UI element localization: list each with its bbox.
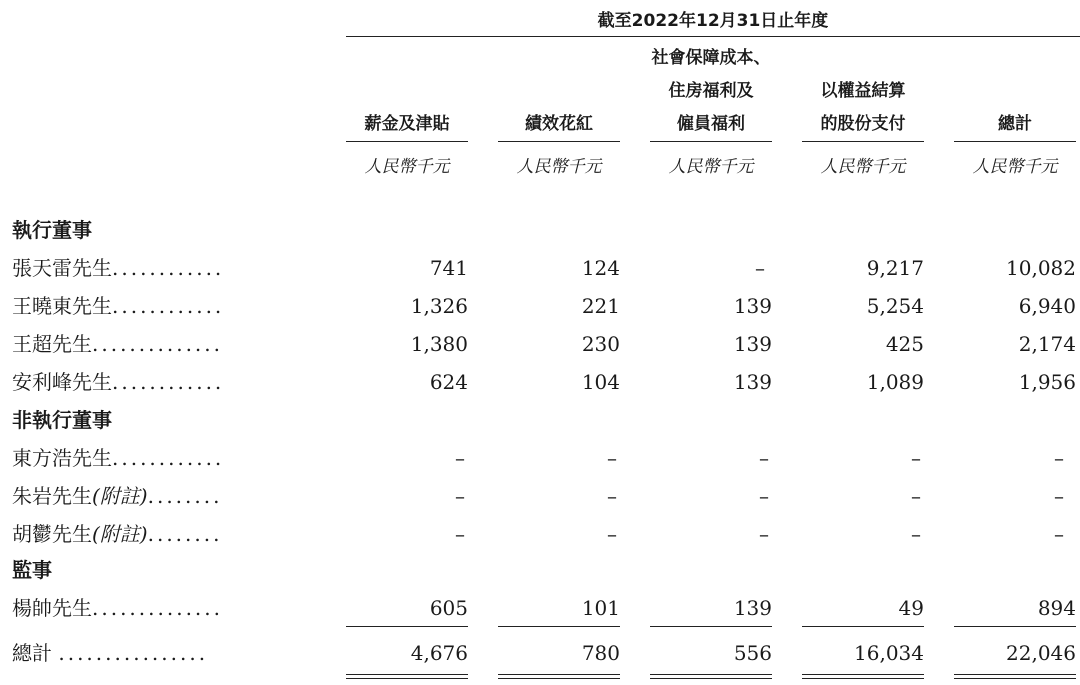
col-rule-4 bbox=[802, 141, 924, 142]
cell-value: – bbox=[607, 446, 617, 470]
cell-value: 1,326 bbox=[410, 294, 468, 318]
cell-value: – bbox=[911, 484, 921, 508]
cell-value: – bbox=[455, 484, 465, 508]
row-label: 朱岩先生(附註)........ bbox=[12, 484, 223, 508]
total-value: 4,676 bbox=[410, 641, 468, 665]
cell-value: 9,217 bbox=[866, 256, 924, 280]
unit-label: 人民幣千元 bbox=[972, 157, 1058, 177]
double-underline bbox=[802, 674, 924, 679]
period-rule bbox=[346, 36, 1080, 37]
cell-value: 425 bbox=[885, 332, 924, 356]
total-rule bbox=[498, 626, 620, 627]
cell-value: 605 bbox=[429, 596, 468, 620]
col-header-bonus: 績效花紅 bbox=[525, 114, 593, 134]
total-value: 16,034 bbox=[854, 641, 924, 665]
unit-label: 人民幣千元 bbox=[668, 157, 754, 177]
cell-value: 6,940 bbox=[1018, 294, 1076, 318]
cell-value: 5,254 bbox=[866, 294, 924, 318]
total-label: 總計 ................ bbox=[12, 641, 209, 665]
unit-label: 人民幣千元 bbox=[364, 157, 450, 177]
total-value: 780 bbox=[581, 641, 620, 665]
cell-value: 101 bbox=[581, 596, 620, 620]
col-header-salary: 薪金及津貼 bbox=[364, 114, 450, 134]
cell-value: – bbox=[911, 446, 921, 470]
cell-value: 1,089 bbox=[866, 370, 924, 394]
double-underline bbox=[650, 674, 772, 679]
cell-value: 139 bbox=[733, 294, 772, 318]
unit-label: 人民幣千元 bbox=[820, 157, 906, 177]
cell-value: – bbox=[759, 522, 769, 546]
col-rule-5 bbox=[954, 141, 1076, 142]
cell-value: – bbox=[911, 522, 921, 546]
cell-value: 49 bbox=[898, 596, 924, 620]
cell-value: 2,174 bbox=[1018, 332, 1076, 356]
cell-value: – bbox=[455, 522, 465, 546]
col-header-social-security: 社會保障成本、 住房福利及 僱員福利 bbox=[651, 48, 771, 134]
row-label: 安利峰先生............ bbox=[12, 370, 225, 394]
row-label: 東方浩先生............ bbox=[12, 446, 225, 470]
total-rule bbox=[954, 626, 1076, 627]
col-header-total: 總計 bbox=[998, 114, 1032, 134]
unit-label: 人民幣千元 bbox=[516, 157, 602, 177]
cell-value: 1,380 bbox=[410, 332, 468, 356]
total-value: 22,046 bbox=[1006, 641, 1076, 665]
double-underline bbox=[498, 674, 620, 679]
cell-value: 221 bbox=[581, 294, 620, 318]
cell-value: 1,956 bbox=[1018, 370, 1076, 394]
total-rule bbox=[650, 626, 772, 627]
double-underline bbox=[346, 674, 468, 679]
row-label: 王超先生.............. bbox=[12, 332, 224, 356]
cell-value: – bbox=[1054, 522, 1064, 546]
row-label: 張天雷先生............ bbox=[12, 256, 225, 280]
cell-value: 624 bbox=[429, 370, 468, 394]
section-supervisors: 監事 bbox=[12, 558, 52, 582]
cell-value: – bbox=[607, 484, 617, 508]
row-label: 胡鬱先生(附註)........ bbox=[12, 522, 223, 546]
cell-value: – bbox=[759, 446, 769, 470]
col-rule-1 bbox=[346, 141, 468, 142]
section-executive-directors: 執行董事 bbox=[12, 218, 92, 242]
cell-value: 139 bbox=[733, 596, 772, 620]
row-label: 楊帥先生.............. bbox=[12, 596, 224, 620]
cell-value: – bbox=[1054, 446, 1064, 470]
cell-value: – bbox=[607, 522, 617, 546]
cell-value: – bbox=[1054, 484, 1064, 508]
total-value: 556 bbox=[733, 641, 772, 665]
col-header-share-payment: 以權益結算 的股份支付 bbox=[820, 81, 906, 134]
total-rule bbox=[346, 626, 468, 627]
total-rule bbox=[802, 626, 924, 627]
cell-value: 894 bbox=[1037, 596, 1076, 620]
double-underline bbox=[954, 674, 1076, 679]
cell-value: 124 bbox=[581, 256, 620, 280]
col-rule-2 bbox=[498, 141, 620, 142]
cell-value: – bbox=[455, 446, 465, 470]
cell-value: – bbox=[755, 256, 765, 280]
cell-value: 104 bbox=[581, 370, 620, 394]
cell-value: 230 bbox=[581, 332, 620, 356]
cell-value: 139 bbox=[733, 370, 772, 394]
cell-value: 741 bbox=[429, 256, 468, 280]
cell-value: 139 bbox=[733, 332, 772, 356]
row-label: 王曉東先生............ bbox=[12, 294, 225, 318]
cell-value: 10,082 bbox=[1006, 256, 1076, 280]
cell-value: – bbox=[759, 484, 769, 508]
section-non-executive-directors: 非執行董事 bbox=[12, 408, 112, 432]
col-rule-3 bbox=[650, 141, 772, 142]
period-header: 截至2022年12月31日止年度 bbox=[597, 11, 829, 31]
